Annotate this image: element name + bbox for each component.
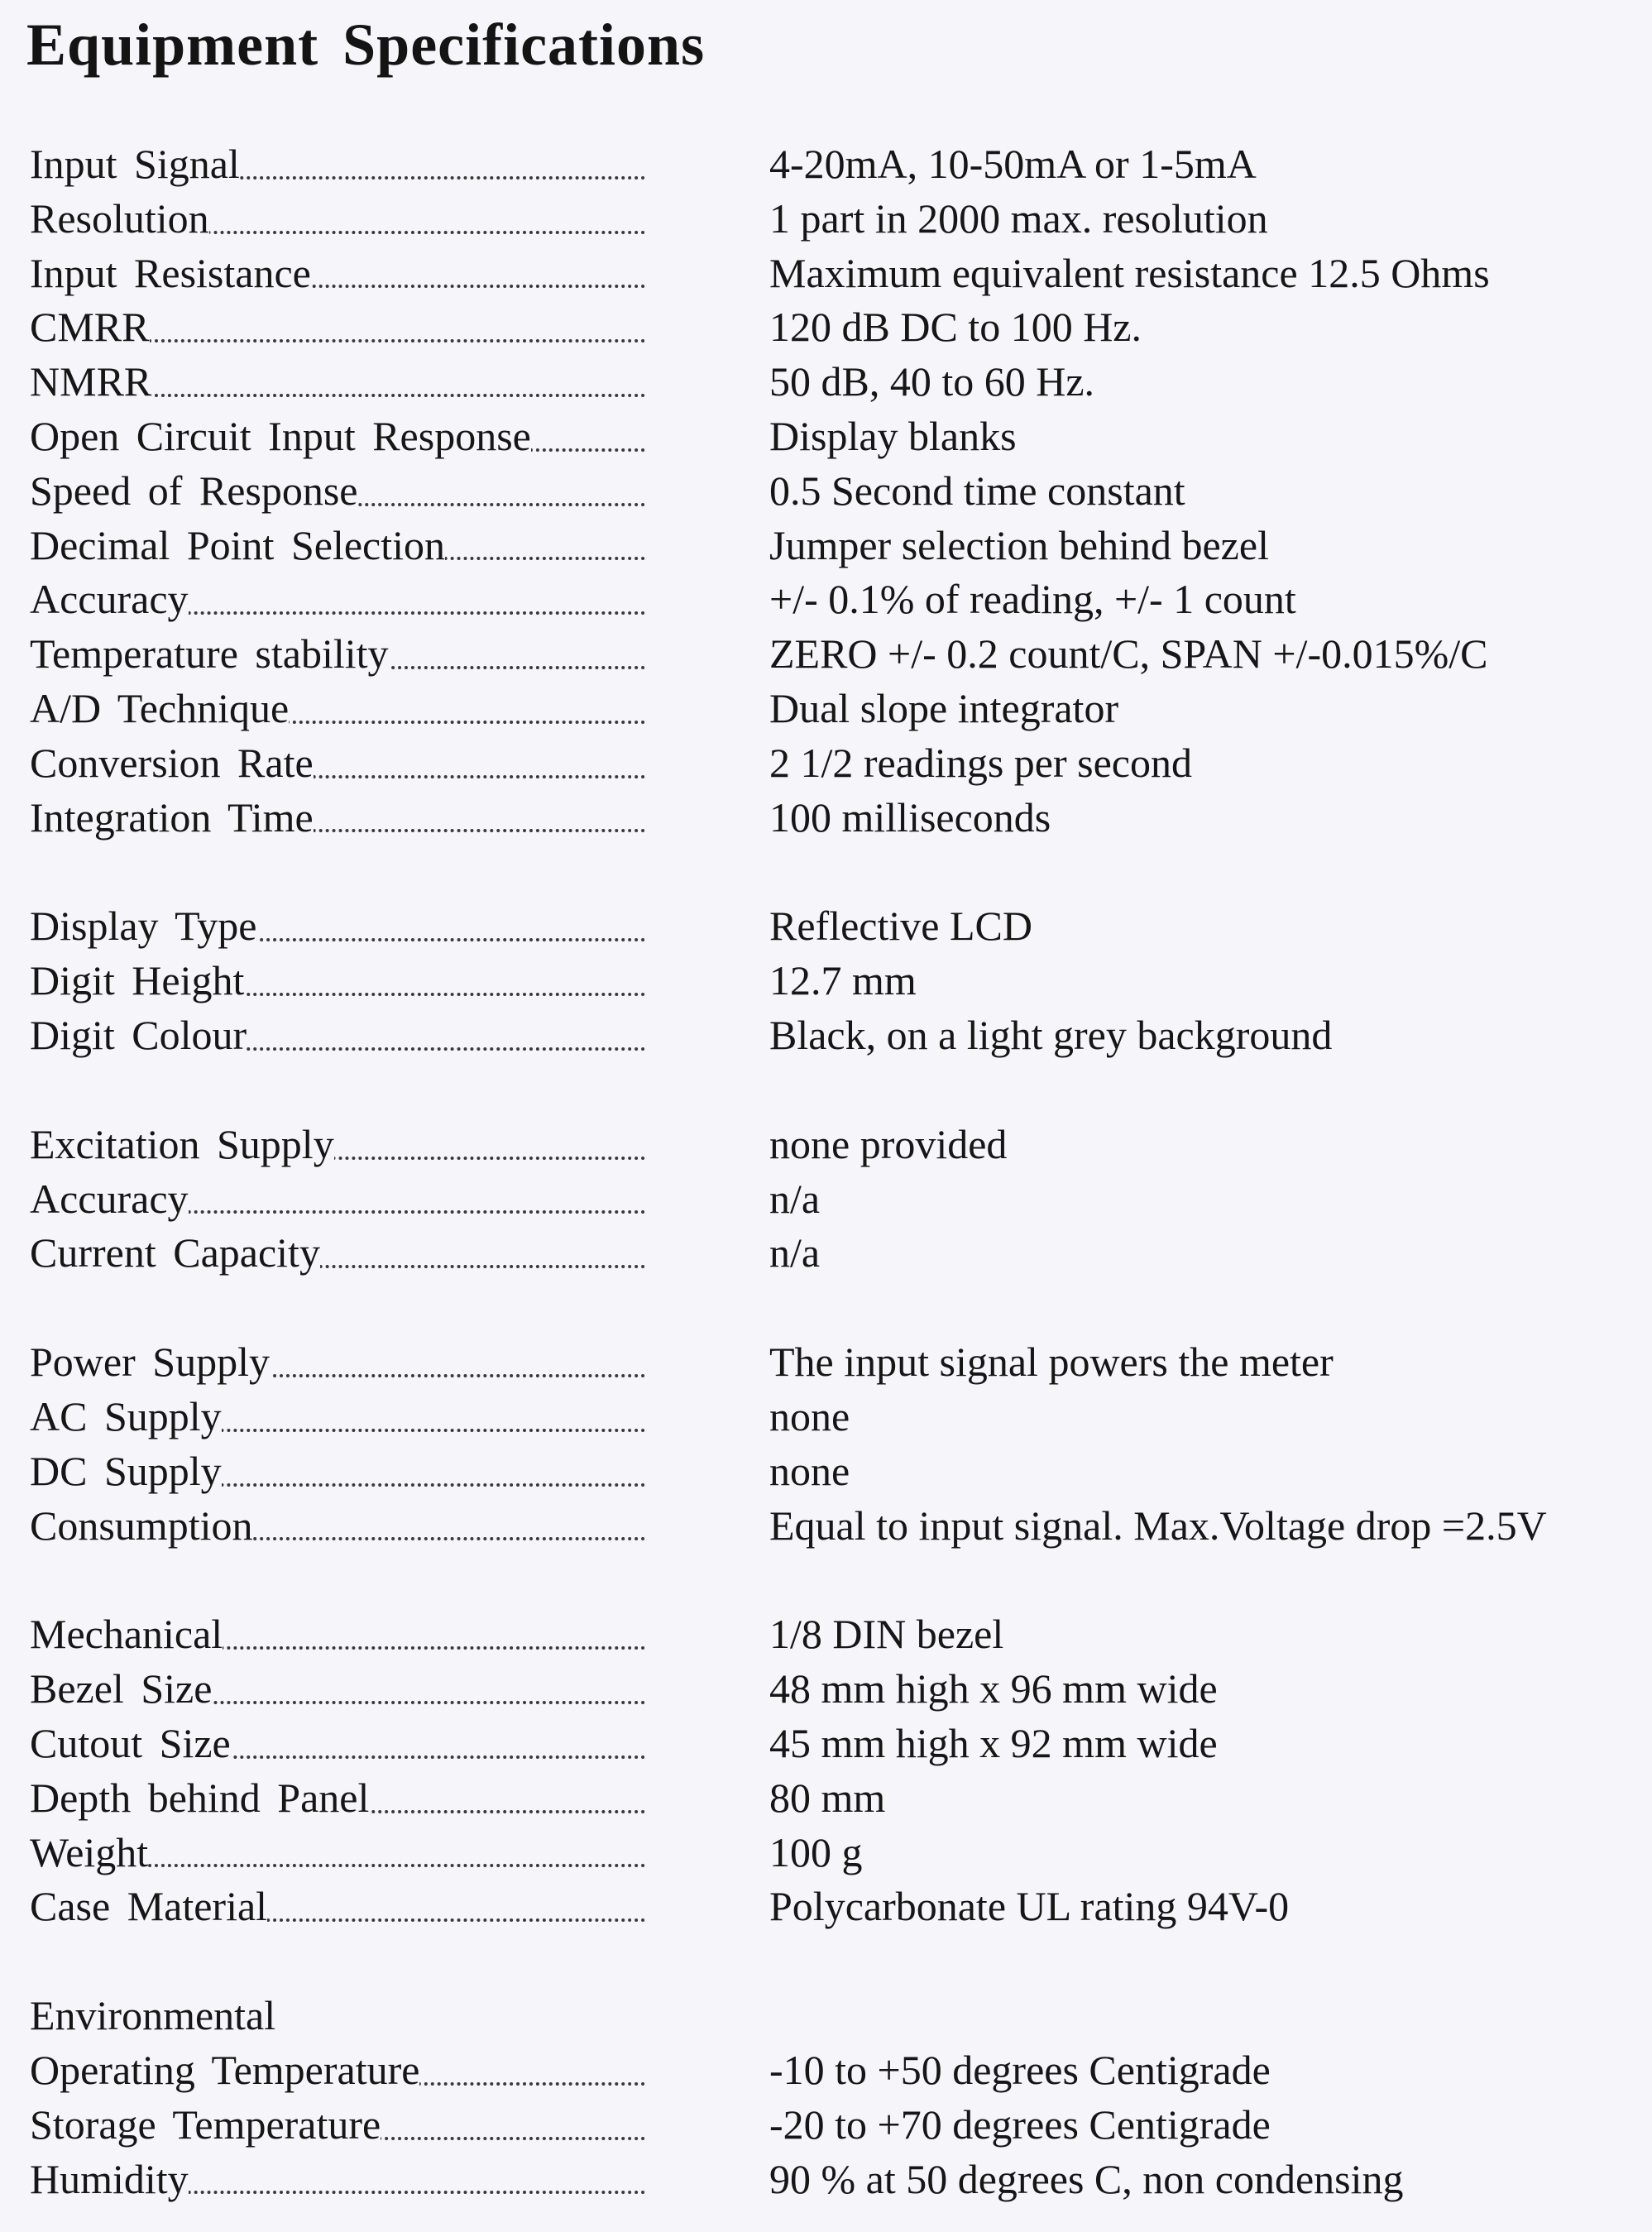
spec-label-cell xyxy=(30,1172,645,1227)
spec-value: Black, on a light grey background xyxy=(769,1011,1333,1058)
spec-label-cell xyxy=(30,791,645,845)
spec-label: Power Supply xyxy=(30,1339,270,1386)
spec-label: Current Capacity xyxy=(30,1229,320,1276)
spec-row xyxy=(30,464,1635,519)
spec-value: none provided xyxy=(769,1120,1008,1167)
spec-group-heading-row xyxy=(30,1989,1635,2043)
spec-row xyxy=(30,410,1635,464)
spec-value: Maximum equivalent resistance 12.5 Ohms xyxy=(769,249,1490,296)
spec-row xyxy=(30,627,1635,682)
spec-row xyxy=(30,1607,1635,1662)
spec-group-excitation xyxy=(30,1118,1635,1281)
spec-label-cell xyxy=(30,627,645,682)
spec-label: Accuracy xyxy=(30,576,189,623)
spec-label-cell xyxy=(30,1335,645,1390)
spec-row xyxy=(30,519,1635,573)
spec-value: 80 mm xyxy=(769,1774,886,1821)
spec-row xyxy=(30,1118,1635,1172)
spec-label: Temperature stability xyxy=(30,630,389,678)
spec-row xyxy=(30,355,1635,410)
spec-label-cell xyxy=(30,1826,645,1880)
spec-label-cell xyxy=(30,1008,645,1063)
spec-group-heading: Environmental xyxy=(30,1992,276,2039)
spec-label-cell xyxy=(30,1662,645,1717)
spec-label: Case Material xyxy=(30,1883,268,1930)
spec-label: Display Type xyxy=(30,903,257,950)
spec-label-cell xyxy=(30,410,645,464)
spec-label-cell xyxy=(30,1880,645,1934)
spec-row xyxy=(30,736,1635,791)
spec-label: Resolution xyxy=(30,194,209,242)
spec-label-cell xyxy=(30,464,645,519)
spec-label: Digit Height xyxy=(30,957,245,1004)
spec-label-cell xyxy=(30,137,645,192)
spec-row xyxy=(30,899,1635,954)
spec-label-cell xyxy=(30,247,645,301)
spec-value: +/- 0.1% of reading, +/- 1 count xyxy=(769,576,1296,623)
spec-label: DC Supply xyxy=(30,1447,222,1494)
spec-label-cell xyxy=(30,2043,645,2098)
spec-row xyxy=(30,1826,1635,1880)
spec-row xyxy=(30,1499,1635,1554)
spec-label-cell xyxy=(30,954,645,1008)
spec-value: ZERO +/- 0.2 count/C, SPAN +/-0.015%/C xyxy=(769,630,1488,678)
spec-row xyxy=(30,247,1635,301)
spec-value: 1 part in 2000 max. resolution xyxy=(769,194,1268,242)
spec-label-cell xyxy=(30,300,645,355)
spec-row xyxy=(30,954,1635,1008)
spec-label: Mechanical xyxy=(30,1611,223,1658)
spec-row xyxy=(30,300,1635,355)
spec-row xyxy=(30,1880,1635,1934)
spec-label: Weight xyxy=(30,1828,149,1875)
spec-row xyxy=(30,2098,1635,2153)
spec-value: none xyxy=(769,1392,850,1439)
spec-value: 1/8 DIN bezel xyxy=(769,1611,1004,1658)
spec-label-cell xyxy=(30,1717,645,1771)
spec-value: 100 milliseconds xyxy=(769,793,1051,841)
spec-row xyxy=(30,2043,1635,2098)
spec-label: NMRR xyxy=(30,358,152,405)
spec-label: Conversion Rate xyxy=(30,739,314,786)
spec-label-cell xyxy=(30,1390,645,1444)
spec-label: Speed of Response xyxy=(30,467,358,514)
spec-label: Humidity xyxy=(30,2155,189,2202)
spec-row xyxy=(30,1335,1635,1390)
spec-row xyxy=(30,1444,1635,1499)
spec-label-cell xyxy=(30,1499,645,1554)
spec-row xyxy=(30,1390,1635,1444)
spec-group-display xyxy=(30,899,1635,1062)
spec-row xyxy=(30,192,1635,247)
spec-label: Open Circuit Input Response xyxy=(30,412,531,459)
spec-row xyxy=(30,1172,1635,1227)
spec-label: Accuracy xyxy=(30,1175,189,1222)
spec-label: Excitation Supply xyxy=(30,1120,334,1167)
spec-label: Decimal Point Selection xyxy=(30,521,446,568)
spec-value: Dual slope integrator xyxy=(769,684,1119,731)
spec-group-power xyxy=(30,1335,1635,1553)
spec-value: 0.5 Second time constant xyxy=(769,467,1185,514)
spec-row xyxy=(30,572,1635,627)
spec-value: 120 dB DC to 100 Hz. xyxy=(769,304,1142,351)
spec-label: Input Resistance xyxy=(30,249,311,296)
spec-group-environmental xyxy=(30,1989,1635,2206)
spec-label: Operating Temperature xyxy=(30,2046,420,2093)
spec-value: Display blanks xyxy=(769,412,1017,459)
spec-label: Input Signal xyxy=(30,141,240,187)
spec-value: -20 to +70 degrees Centigrade xyxy=(769,2100,1271,2148)
spec-label: Bezel Size xyxy=(30,1665,213,1712)
spec-label-cell xyxy=(30,2153,645,2207)
spec-label-cell xyxy=(30,1444,645,1499)
spec-label-cell xyxy=(30,899,645,954)
spec-value: -10 to +50 degrees Centigrade xyxy=(769,2046,1271,2093)
spec-row xyxy=(30,1226,1635,1281)
spec-row xyxy=(30,791,1635,845)
spec-row xyxy=(30,1662,1635,1717)
spec-value: Jumper selection behind bezel xyxy=(769,521,1269,568)
spec-label-cell xyxy=(30,192,645,247)
spec-label: Depth behind Panel xyxy=(30,1774,370,1821)
spec-value: Reflective LCD xyxy=(769,903,1032,950)
spec-label-cell xyxy=(30,1118,645,1172)
spec-label: Cutout Size xyxy=(30,1719,231,1766)
spec-value: 12.7 mm xyxy=(769,957,917,1004)
spec-label-cell xyxy=(30,1226,645,1281)
spec-value: Polycarbonate UL rating 94V-0 xyxy=(769,1883,1290,1930)
spec-row xyxy=(30,682,1635,736)
spec-label-cell xyxy=(30,519,645,573)
spec-value: 48 mm high x 96 mm wide xyxy=(769,1665,1218,1712)
spec-value: n/a xyxy=(769,1175,821,1222)
spec-label: CMRR xyxy=(30,304,150,351)
spec-value: 45 mm high x 92 mm wide xyxy=(769,1719,1218,1766)
spec-label-cell xyxy=(30,1989,645,2043)
spec-value: n/a xyxy=(769,1229,821,1276)
spec-value: 50 dB, 40 to 60 Hz. xyxy=(769,358,1095,405)
spec-value: 4-20mA, 10-50mA or 1-5mA xyxy=(769,141,1257,187)
spec-label: Consumption xyxy=(30,1502,253,1549)
spec-row xyxy=(30,1717,1635,1771)
spec-label-cell xyxy=(30,1771,645,1826)
spec-value: Equal to input signal. Max.Voltage drop =2.5V xyxy=(769,1502,1547,1549)
spec-group-input xyxy=(30,137,1635,845)
spec-list xyxy=(30,137,1635,2206)
spec-label: A/D Technique xyxy=(30,684,290,731)
spec-row xyxy=(30,2153,1635,2207)
spec-label-cell xyxy=(30,572,645,627)
spec-label: Digit Colour xyxy=(30,1011,247,1058)
page-title: Equipment Specifications xyxy=(26,12,706,78)
spec-label: AC Supply xyxy=(30,1392,222,1439)
spec-value: 100 g xyxy=(769,1828,863,1875)
spec-value: none xyxy=(769,1447,850,1494)
spec-row xyxy=(30,137,1635,192)
spec-row xyxy=(30,1008,1635,1063)
spec-row xyxy=(30,1771,1635,1826)
spec-label-cell xyxy=(30,1607,645,1662)
spec-group-mechanical xyxy=(30,1607,1635,1934)
spec-label: Integration Time xyxy=(30,793,314,841)
spec-label: Storage Temperature xyxy=(30,2100,381,2148)
spec-label-cell xyxy=(30,2098,645,2153)
spec-value: The input signal powers the meter xyxy=(769,1339,1334,1386)
spec-value: 90 % at 50 degrees C, non condensing xyxy=(769,2155,1404,2202)
spec-label-cell xyxy=(30,682,645,736)
spec-label-cell xyxy=(30,736,645,791)
spec-label-cell xyxy=(30,355,645,410)
spec-value: 2 1/2 readings per second xyxy=(769,739,1192,786)
